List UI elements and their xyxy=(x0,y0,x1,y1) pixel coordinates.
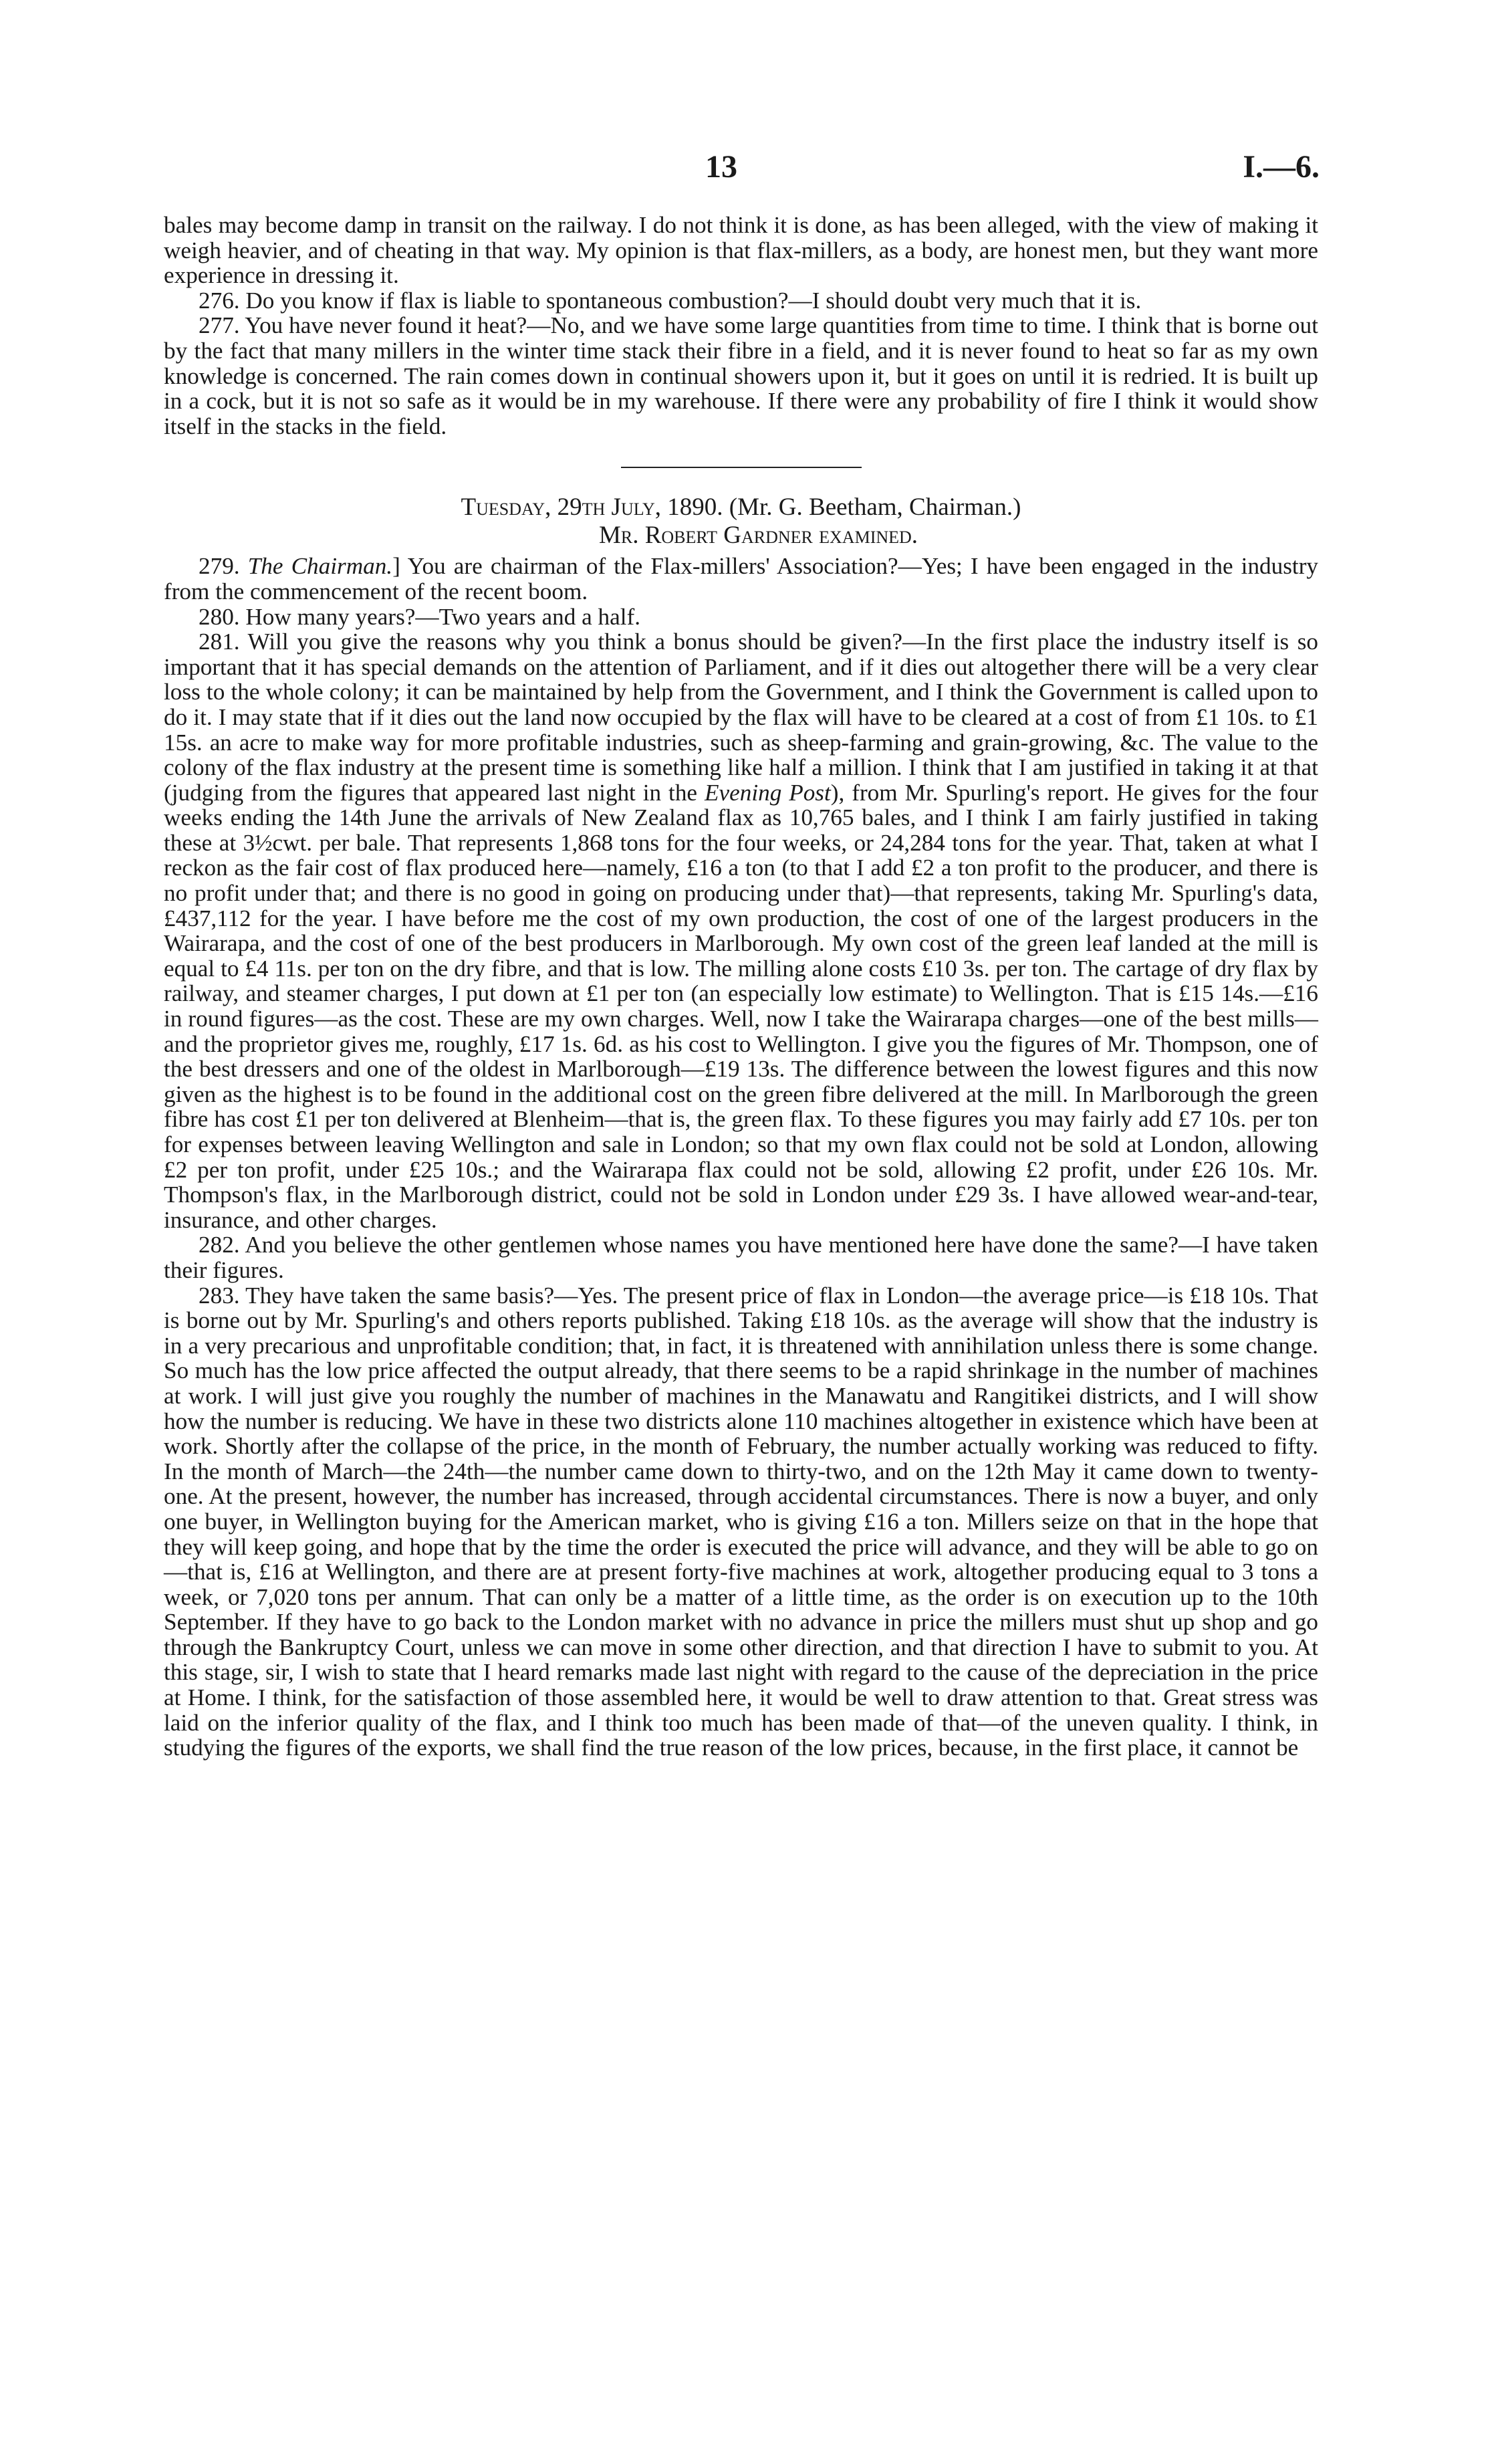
paper-reference: I.—6. xyxy=(1243,149,1320,185)
paragraph-282: 282. And you believe the other gentlemen whose names you have mentioned here have done the same?—I have taken their figures. xyxy=(164,1232,1318,1283)
paragraph-279-text: ] You are chairman of the Flax-millers' Association?—Yes; I have been engaged in the industry from the commencement of the recent boom. xyxy=(164,553,1319,604)
session-chair: (Mr. G. Beetham, Chairman.) xyxy=(729,493,1021,522)
paragraph-283: 283. They have taken the same basis?—Yes. The present price of flax in London—the average price—is £18 10s. That is borne out by Mr. Spurling's and others reports published. Taking £18 10s. as the average will show that the industry is in a very precarious and unprofitable condition; that, in fact, it is threatened with annihilation unless there is some change. So much has the low price affected the output already, that there seems to be a rapid shrinkage in the number of machines at work. I will just give you roughly the number of machines in the Manawatu and Rangitikei districts, and I will show how the number is reducing. We have in these two districts alone 110 machines altogether in existence which have been at work. Shortly after the collapse of the price, in the month of February, the number actually working was reduced to fifty. In the month of March—the 24th—the number came down to thirty-two, and on the 12th May it came down to twenty-one. At the present, however, the number has increased, through accidental circumstances. There is now a buyer, and only one buyer, in Wellington buying for the American market, who is giving £16 a ton. Millers seize on that in the hope that they will keep going, and hope that by the time the order is executed the price will advance, and they will be able to go on—that is, £16 at Wellington, and there are at present forty-five machines at work, altogether producing equal to 3 tons a week, or 7,020 tons per annum. That can only be a matter of a little time, as the order is on execution up to the 10th September. If they have to go back to the London market with no advance in price the millers must shut up shop and go through the Bankruptcy Court, unless we can move in some other direction, and that direction I have to submit to you. At this stage, sir, I wish to state that I heard remarks made last night with regard to the cause of the depreciation in the price at Home. I think, for the satisfaction of those assembled here, it would be well to draw attention to that. Great stress was laid on the inferior quality of the flax, and I think too much has been made of that—of the uneven quality. I think, in studying the figures of the exports, we shall find the true reason of the low prices, because, in the first place, it cannot be xyxy=(164,1282,1318,1761)
paragraph-279 xyxy=(164,554,1318,604)
paragraph-281-part2: ), from Mr. Spurling's report. He gives for the four weeks ending the 14th June the arrivals of New Zealand flax as 10,765 bales, and I think I am fairly justified in taking these at 3½cwt. per bale. That represents 1,868 tons for the four weeks, or 24,284 tons for the year. That, taken at what I reckon as the fair cost of flax produced here—namely, £16 a ton (to that I add £2 a ton profit to the producer, and there is no profit under that; and there is no good in going on producing under that)—that represents, taking Mr. Spurling's data, £437,112 for the year. I have before me the cost of my own production, the cost of one of the largest producers in the Wairarapa, and the cost of one of the best producers in Marlborough. My own cost of the green leaf landed at the mill is equal to £4 11s. per ton on the dry fibre, and that is low. The milling alone costs £10 3s. per ton. The cartage of dry flax by railway, and steamer charges, I put down at £1 per ton (an especially low estimate) to Wellington. That is £15 14s.—£16 in round figures—as the cost. These are my own charges. Well, now I take the Wairarapa charges—one of the best mills—and the proprietor gives me, roughly, £17 1s. 6d. as his cost to Wellington. I give you the figures of Mr. Thompson, one of the best dressers and one of the oldest in Marlborough—£19 13s. The difference between the lowest figures and this now given as the highest is to be found in the additional cost on the green fibre delivered at the mill. In Marlborough the green fibre has cost £1 per ton delivered at Blenheim—that is, the green flax. To these figures you may fairly add £7 10s. per ton for expenses between leaving Wellington and sale in London; so that my own flax could not be sold at London, allowing £2 per ton profit, under £25 10s.; and the Wairarapa flax could not be sold, allowing £2 profit, under £26 10s. Mr. Thompson's flax, in the Marlborough district, could not be sold in London under £29 3s. I have allowed wear-and-tear, insurance, and other charges. xyxy=(164,779,1318,1233)
paragraph-277: 277. You have never found it heat?—No, and we have some large quantities from time to time. I think that is borne out by the fact that many millers in the winter time stack their fibre in a field, and it is never found to heat so far as my own knowledge is concerned. The rain comes down in continual showers upon it, but it goes on until it is redried. It is built up in a cock, but it is not so safe as it would be in my warehouse. If there were any probability of fire I think it would show itself in the stacks in the field. xyxy=(164,312,1318,439)
section-divider xyxy=(621,467,862,468)
paragraph-279-number: 279. xyxy=(199,553,240,580)
session-heading xyxy=(164,493,1318,522)
paragraph-281 xyxy=(164,629,1318,1232)
paragraph-281-part1: 281. Will you give the reasons why you think a bonus should be given?—In the first place the industry itself is so important that it has special demands on the attention of Parliament, and if it dies out altogether there will be a very clear loss to the whole colony; it can be maintained by help from the Government, and I think the Government is called upon to do it. I may state that if it dies out the land now occupied by the flax will have to be cleared at a cost of from £1 10s. to £1 15s. an acre to make way for more profitable industries, such as sheep-farming and grain-growing, &c. The value to the colony of the flax industry at the present time is something like half a million. I think that I am justified in taking it at that (judging from the figures that appeared last night in the xyxy=(164,629,1318,806)
paragraph-279-speaker: The Chairman. xyxy=(247,553,393,580)
publication-title: Evening Post xyxy=(705,779,831,806)
witness-name: Mr. Robert Gardner examined. xyxy=(598,522,918,550)
paragraph-continued: bales may become damp in transit on the railway. I do not think it is done, as has been alleged, with the view of making it weigh heavier, and of cheating in that way. My opinion is that flax-millers, as a body, are honest men, but they want more experience in dressing it. xyxy=(164,212,1318,289)
paragraph-280: 280. How many years?—Two years and a half. xyxy=(199,603,641,630)
document-body xyxy=(164,213,1318,1761)
page-number: 13 xyxy=(705,149,737,185)
paragraph-276: 276. Do you know if flax is liable to spontaneous combustion?—I should doubt very much that it is. xyxy=(199,287,1142,314)
page-header xyxy=(0,148,1492,195)
witness-heading xyxy=(164,522,1318,550)
session-date: Tuesday, 29th July, 1890. xyxy=(461,493,723,522)
